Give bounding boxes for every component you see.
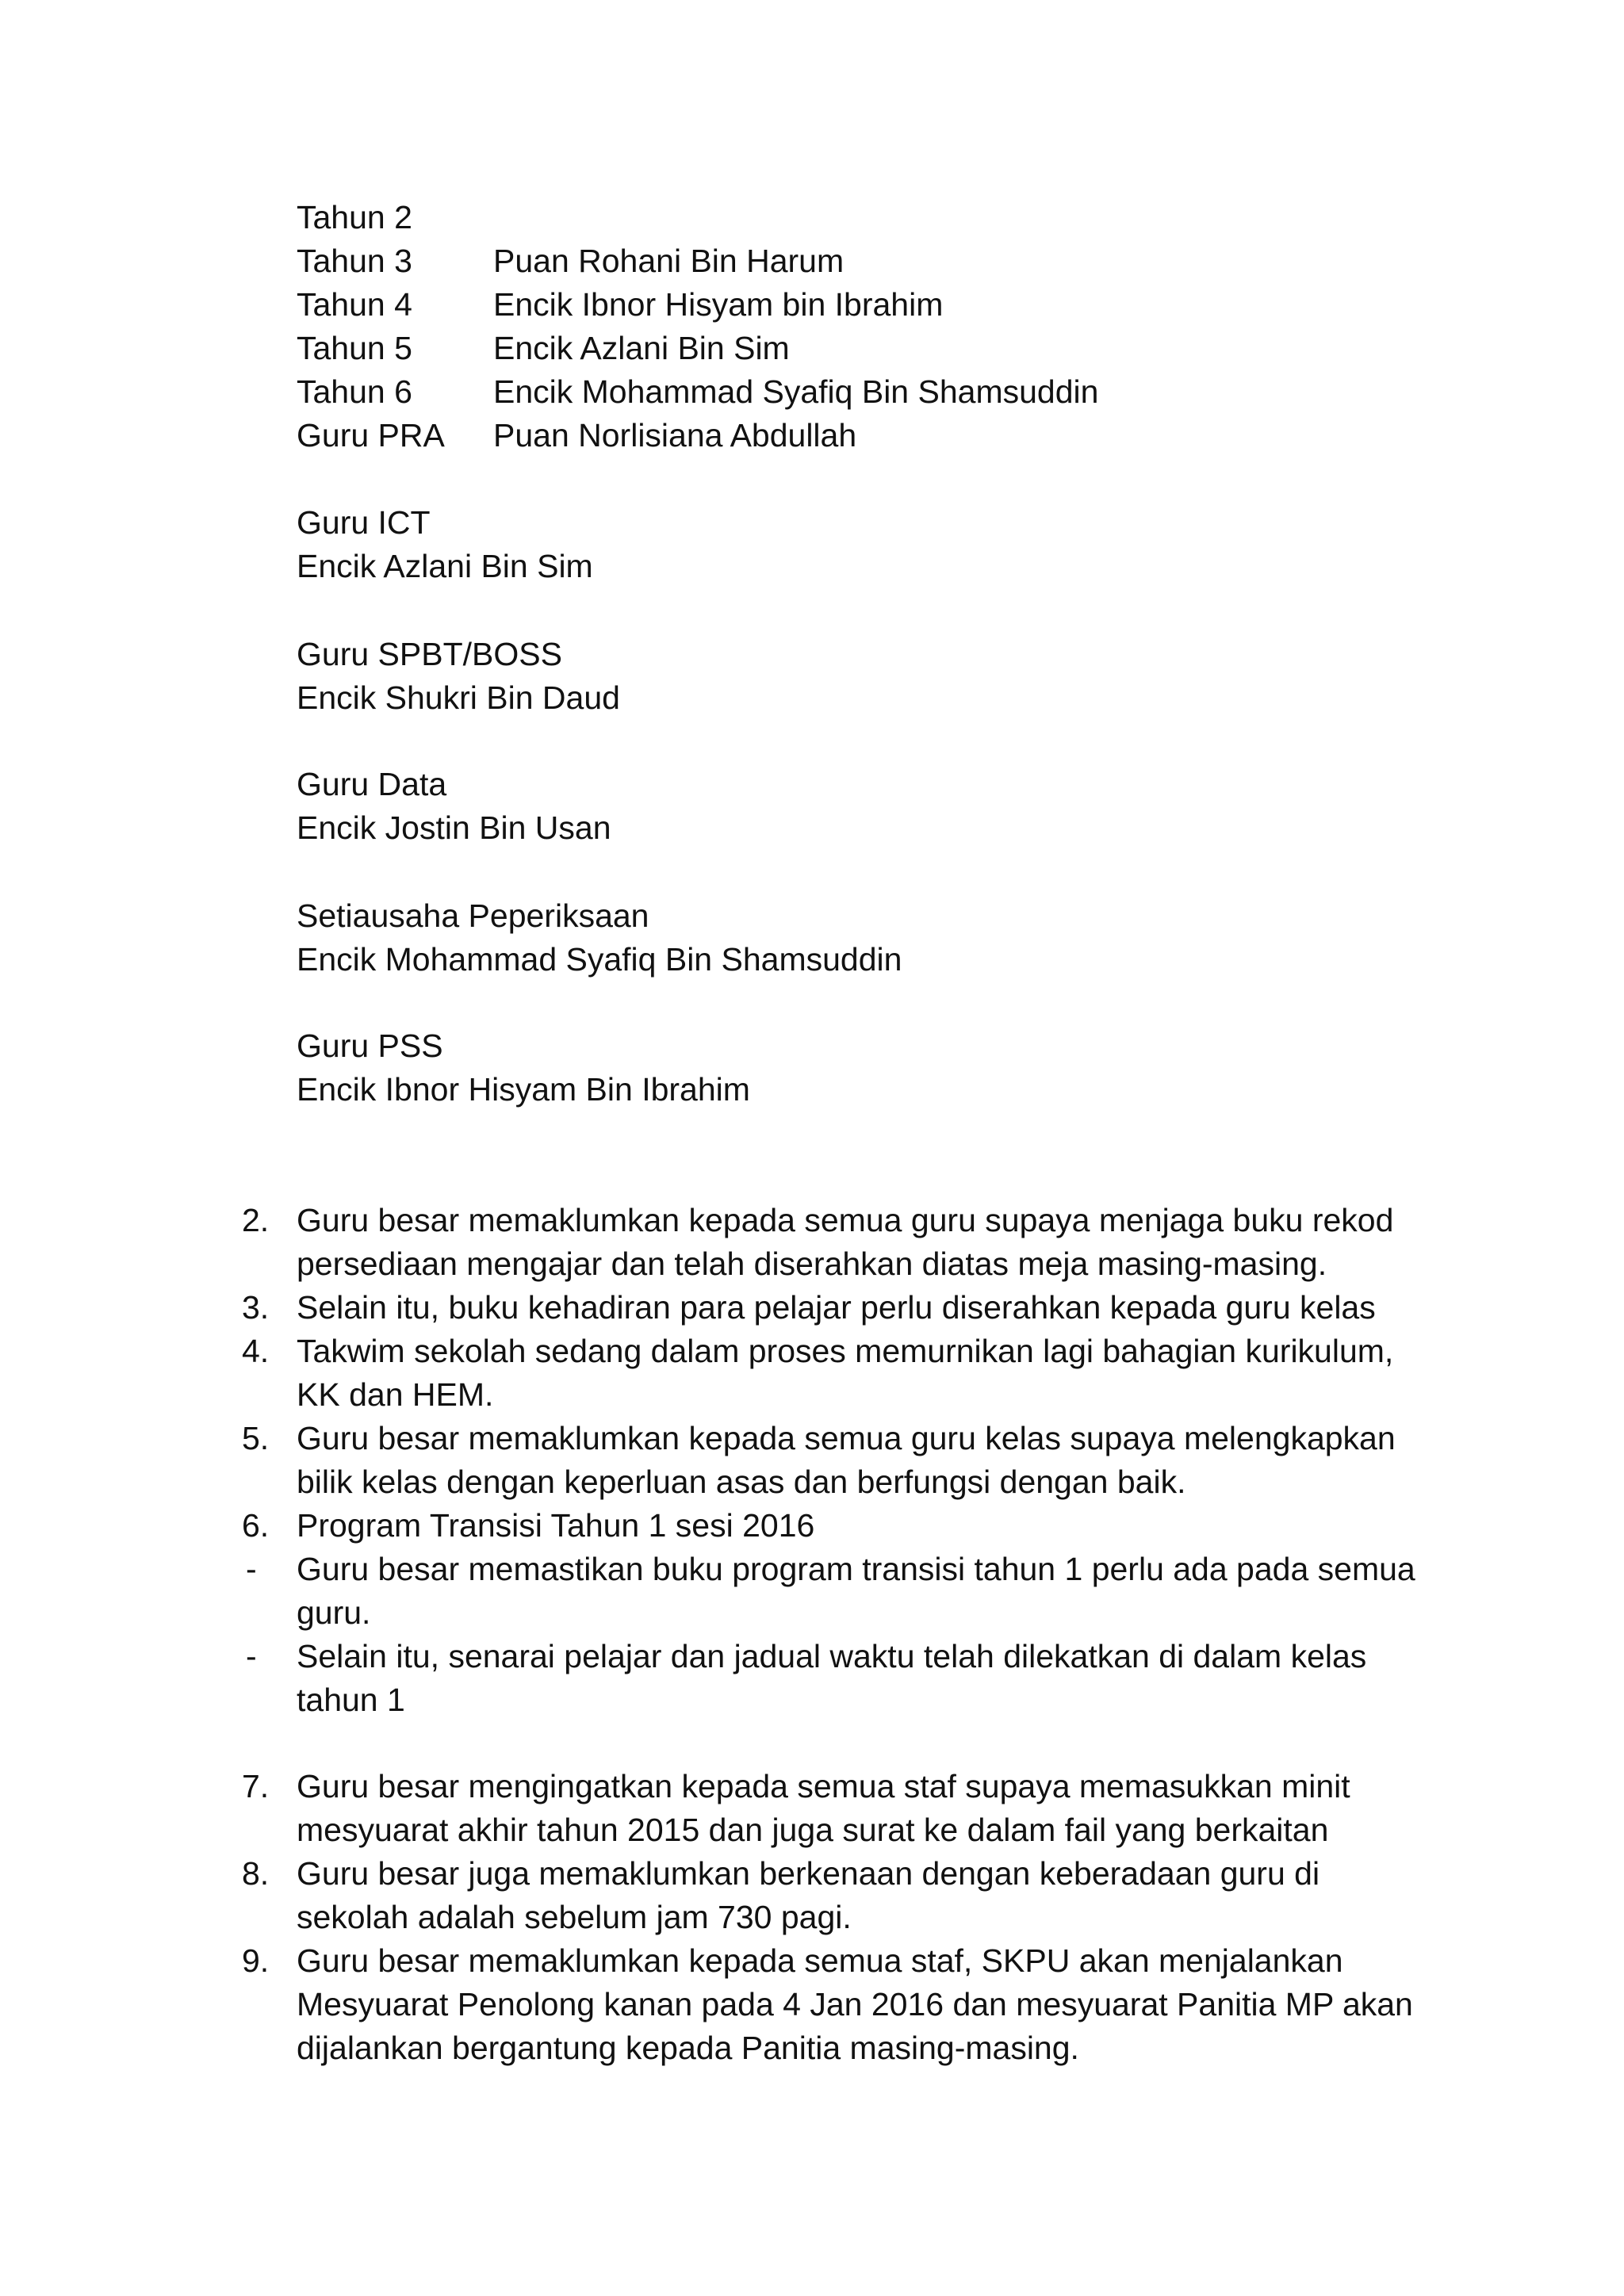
role-title: Guru ICT (297, 504, 431, 541)
teacher-name: Encik Azlani Bin Sim (493, 330, 790, 366)
list-text: Takwim sekolah sedang dalam proses memurnikan lagi bahagian kurikulum, (297, 1333, 1394, 1369)
points-list-b (0, 1765, 1624, 2070)
list-marker: 6. (242, 1507, 270, 1544)
list-text: bilik kelas dengan keperluan asas dan berfungsi dengan baik. (297, 1464, 1186, 1500)
list-item (0, 1765, 1624, 1852)
list-marker: 2. (242, 1202, 270, 1238)
role-guru-spbt-boss (0, 633, 1624, 720)
list-item (0, 1635, 1624, 1722)
list-text: tahun 1 (297, 1682, 405, 1718)
list-item (0, 1417, 1624, 1504)
role-name: Encik Azlani Bin Sim (297, 548, 593, 584)
role-name: Encik Shukri Bin Daud (297, 679, 620, 716)
role-title: Setiausaha Peperiksaan (297, 897, 649, 934)
class-teacher-row (0, 239, 1624, 283)
list-text: guru. (297, 1594, 371, 1631)
role-guru-pss (0, 1024, 1624, 1112)
list-marker: 9. (242, 1942, 270, 1979)
teacher-name: Puan Rohani Bin Harum (493, 243, 845, 279)
list-text: Guru besar memastikan buku program transisi tahun 1 perlu ada pada semua (297, 1551, 1415, 1587)
list-marker: 4. (242, 1333, 270, 1369)
list-item (0, 1286, 1624, 1330)
class-teacher-row (0, 283, 1624, 327)
class-teacher-row (0, 196, 1624, 239)
list-text: dijalankan bergantung kepada Panitia masing-masing. (297, 2030, 1079, 2066)
list-text: Mesyuarat Penolong kanan pada 4 Jan 2016 dan mesyuarat Panitia MP akan (297, 1986, 1413, 2022)
list-item (0, 1852, 1624, 1939)
list-text: mesyuarat akhir tahun 2015 dan juga surat ke dalam fail yang berkaitan (297, 1812, 1329, 1848)
role-name: Encik Ibnor Hisyam Bin Ibrahim (297, 1071, 750, 1108)
teacher-name: Encik Ibnor Hisyam bin Ibrahim (493, 286, 944, 323)
list-item (0, 1504, 1624, 1548)
role-guru-ict (0, 501, 1624, 588)
class-teachers-list (0, 196, 1624, 457)
list-text: Guru besar memaklumkan kepada semua guru supaya menjaga buku rekod (297, 1202, 1394, 1238)
class-teacher-row (0, 414, 1624, 457)
class-label: Guru PRA (297, 417, 445, 453)
role-title: Guru SPBT/BOSS (297, 636, 562, 672)
class-teacher-row (0, 327, 1624, 370)
list-marker: 3. (242, 1289, 270, 1326)
class-label: Tahun 4 (297, 286, 412, 323)
points-list-a (0, 1199, 1624, 1722)
class-label: Tahun 3 (297, 243, 412, 279)
role-name: Encik Jostin Bin Usan (297, 809, 611, 846)
teacher-name: Puan Norlisiana Abdullah (493, 417, 857, 453)
list-text: persediaan mengajar dan telah diserahkan diatas meja masing-masing. (297, 1246, 1327, 1282)
list-text: sekolah adalah sebelum jam 730 pagi. (297, 1899, 852, 1935)
list-marker: 8. (242, 1855, 270, 1892)
list-marker: - (246, 1551, 257, 1587)
role-guru-data (0, 763, 1624, 850)
list-text: Guru besar juga memaklumkan berkenaan dengan keberadaan guru di (297, 1855, 1320, 1892)
class-teacher-row (0, 370, 1624, 414)
role-name: Encik Mohammad Syafiq Bin Shamsuddin (297, 941, 902, 978)
list-item (0, 1548, 1624, 1635)
role-title: Guru Data (297, 766, 447, 802)
class-label: Tahun 5 (297, 330, 412, 366)
list-text: Program Transisi Tahun 1 sesi 2016 (297, 1507, 815, 1544)
class-label: Tahun 6 (297, 373, 412, 410)
teacher-name: Encik Mohammad Syafiq Bin Shamsuddin (493, 373, 1099, 410)
list-item (0, 1330, 1624, 1417)
list-marker: 7. (242, 1768, 270, 1804)
list-item (0, 1939, 1624, 2070)
list-item (0, 1199, 1624, 1286)
class-label: Tahun 2 (297, 199, 412, 235)
list-text: Selain itu, buku kehadiran para pelajar perlu diserahkan kepada guru kelas (297, 1289, 1376, 1326)
list-text: Selain itu, senarai pelajar dan jadual waktu telah dilekatkan di dalam kelas (297, 1638, 1367, 1674)
list-marker: 5. (242, 1420, 270, 1456)
role-title: Guru PSS (297, 1027, 443, 1064)
role-setiausaha-peperiksaan (0, 894, 1624, 982)
list-text: Guru besar memaklumkan kepada semua guru kelas supaya melengkapkan (297, 1420, 1396, 1456)
list-marker: - (246, 1638, 257, 1674)
list-text: Guru besar memaklumkan kepada semua staf, SKPU akan menjalankan (297, 1942, 1343, 1979)
list-text: KK dan HEM. (297, 1376, 494, 1413)
list-text: Guru besar mengingatkan kepada semua staf supaya memasukkan minit (297, 1768, 1350, 1804)
